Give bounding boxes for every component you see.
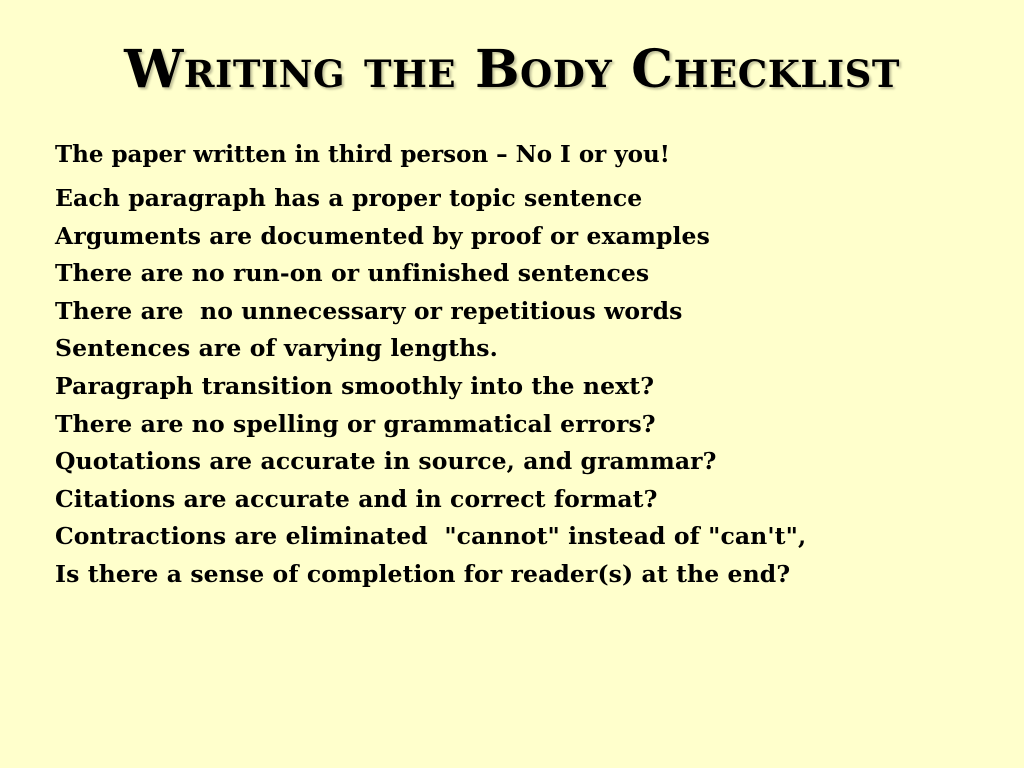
checklist-item: Paragraph transition smoothly into the next? <box>55 371 655 400</box>
checklist-item: There are no spelling or grammatical errors? <box>55 409 656 438</box>
checklist-item: Quotations are accurate in source, and grammar? <box>55 447 717 476</box>
checklist-item: Each paragraph has a proper topic sentence <box>55 184 643 212</box>
checklist-item: Citations are accurate and in correct format? <box>55 484 658 513</box>
checklist-intro-item: The paper written in third person – No I or you! <box>55 141 670 168</box>
checklist-item: Sentences are of varying lengths. <box>55 334 498 363</box>
checklist-item: There are no unnecessary or repetitious words <box>55 296 683 325</box>
checklist-item: Contractions are eliminated "cannot" instead of "can't", <box>55 522 807 551</box>
checklist-item: There are no run-on or unfinished sentences <box>55 259 650 288</box>
checklist-item: Is there a sense of completion for reader(s) at the end? <box>55 559 791 588</box>
checklist-item: Arguments are documented by proof or examples <box>55 221 710 250</box>
slide-title: Writing the Body Checklist <box>124 38 900 100</box>
checklist <box>55 180 806 594</box>
